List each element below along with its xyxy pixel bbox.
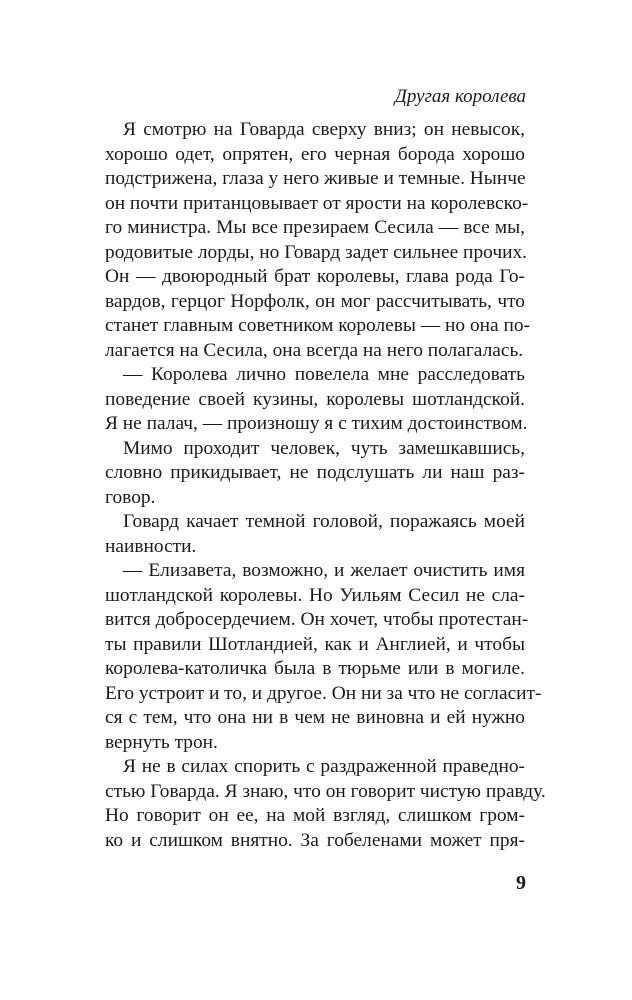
text-line: лагается на Сесила, она всегда на него полагалась. — [105, 339, 524, 361]
text-line: родовитые лорды, но Говард задет сильнее прочих. — [105, 241, 528, 263]
text-line: Я не в силах спорить с раздраженной праведно- — [123, 756, 525, 777]
body-text — [105, 118, 546, 853]
page-number: 9 — [516, 872, 526, 894]
text-line: он почти пританцовывает от ярости на королевско- — [105, 192, 529, 214]
text-line: Говард качает темной головой, поражаясь моей — [123, 511, 525, 532]
text-line: Я не палач, — произношу я с тихим достоинством. — [105, 413, 528, 434]
text-line: Мимо проходит человек, чуть замешкавшись, — [123, 437, 525, 459]
running-header-title: Другая королева — [394, 86, 526, 107]
text-line: Его устроит и то, и другое. Он ни за что не согласит- — [105, 682, 542, 704]
text-line: поведение своей кузины, королевы шотландской. — [105, 388, 525, 410]
text-line: королева-католичка была в тюрьме или в могиле. — [105, 658, 525, 679]
text-line: хорошо одет, опрятен, его черная борода хорошо — [105, 143, 525, 165]
text-line: Я смотрю на Говарда сверху вниз; он невысок, — [123, 119, 525, 140]
text-line: — Королева лично повелела мне расследовать — [123, 364, 525, 385]
text-line: Но говорит он ее, на мой взгляд, слишком гром- — [105, 805, 525, 826]
text-line: стью Говарда. Я знаю, что он говорит чистую правду. — [105, 780, 546, 802]
text-line: вится добросердечием. Он хочет, чтобы протестан- — [105, 609, 529, 630]
text-line: вернуть трон. — [105, 731, 218, 753]
text-line: шотландской королевы. Но Уильям Сесил не сла- — [105, 584, 525, 606]
text-line: ся с тем, что она ни в чем не виновна и ей нужно — [105, 707, 525, 728]
text-line: — Елизавета, возможно, и желает очистить имя — [123, 560, 525, 581]
text-line: го министра. Мы все презираем Сесила — все мы, — [105, 217, 525, 238]
text-line: словно прикидывает, не подслушать ли наш раз- — [105, 462, 525, 483]
text-line: подстрижена, глаза у него живые и темные. Нынче — [105, 168, 526, 189]
text-line: ко и слишком внятно. За гобеленами может пря- — [105, 829, 525, 851]
text-line: вардов, герцог Норфолк, он мог рассчитывать, что — [105, 290, 525, 312]
text-line: наивности. — [105, 535, 197, 557]
text-line: Он — двоюродный брат королевы, глава рода Го- — [105, 266, 525, 287]
text-line: говор. — [105, 486, 156, 508]
text-line: станет главным советником королевы — но она по- — [105, 315, 531, 336]
text-line: ты правили Шотландией, как и Англией, и чтобы — [105, 633, 525, 655]
